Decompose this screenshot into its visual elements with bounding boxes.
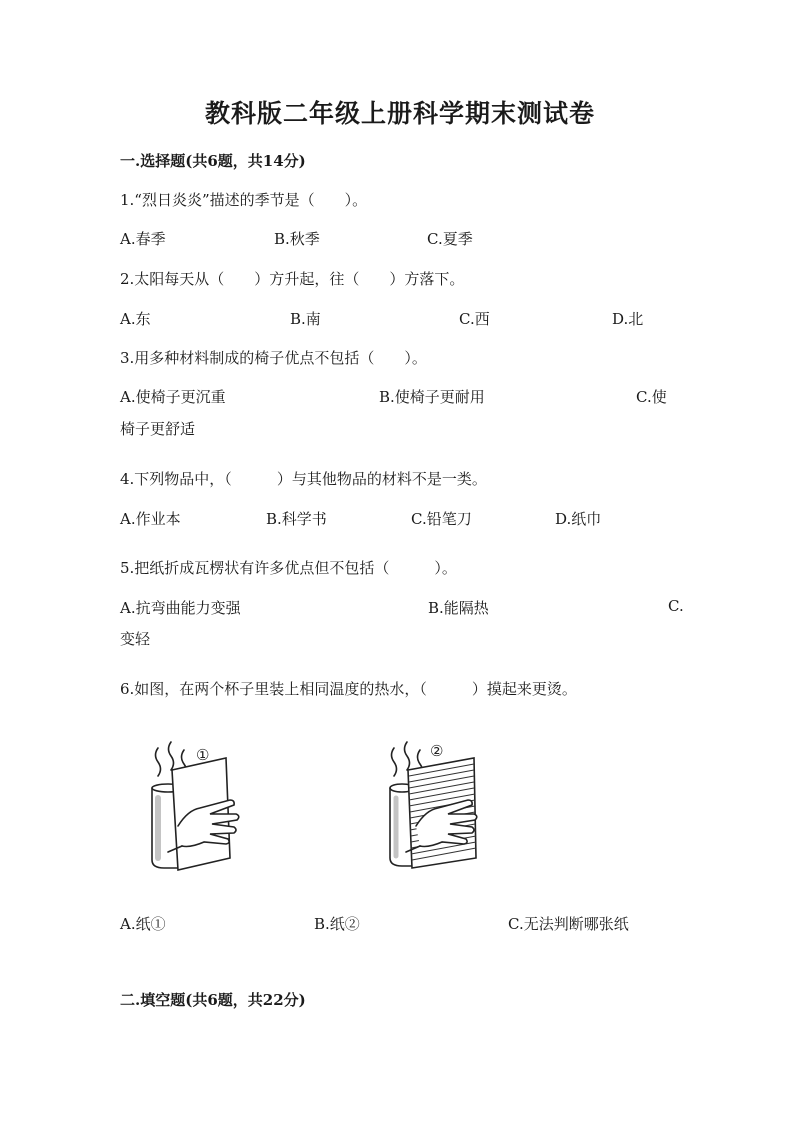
question-2-stem: 2.太阳每天从（ ）方升起，往（ ）方落下。 — [120, 270, 465, 288]
question-6-option-c: C.无法判断哪张纸 — [508, 915, 629, 933]
question-6-option-a: A.纸① — [120, 915, 166, 933]
question-2-option-b: B.南 — [290, 310, 321, 328]
question-2-option-d: D.北 — [612, 310, 644, 328]
question-5-option-b: B.能隔热 — [428, 599, 489, 617]
question-1-option-a: A.春季 — [120, 230, 166, 248]
question-3-option-a: A.使椅子更沉重 — [120, 388, 226, 406]
question-4-option-a: A.作业本 — [120, 510, 181, 528]
question-2-option-a: A.东 — [120, 310, 151, 328]
question-4-option-c: C.铅笔刀 — [411, 510, 472, 528]
question-1-stem: 1.“烈日炎炎”描述的季节是（ ）。 — [120, 191, 368, 209]
question-6-stem: 6.如图，在两个杯子里装上相同温度的热水，（ ）摸起来更烫。 — [120, 680, 577, 698]
figure-cup-corrugated-paper — [380, 730, 490, 880]
question-4-option-d: D.纸巾 — [555, 510, 602, 528]
figure-2-label: ② — [430, 742, 444, 760]
question-4-stem: 4.下列物品中，（ ）与其他物品的材料不是一类。 — [120, 470, 487, 488]
question-5-option-c-continued: 变轻 — [120, 630, 151, 648]
question-5-option-a: A.抗弯曲能力变强 — [120, 599, 241, 617]
question-1-option-c: C.夏季 — [427, 230, 473, 248]
figure-1-label: ① — [196, 746, 210, 764]
section-heading-choice: 一.选择题(共6题，共14分) — [120, 152, 306, 170]
figure-cup-flat-paper — [138, 730, 248, 880]
question-1-option-b: B.秋季 — [274, 230, 320, 248]
page-title: 教科版二年级上册科学期末测试卷 — [204, 99, 595, 128]
question-6-option-b: B.纸② — [314, 915, 360, 933]
question-4-option-b: B.科学书 — [266, 510, 327, 528]
section-heading-fill-in: 二.填空题(共6题，共22分) — [120, 991, 306, 1009]
question-3-option-c: C.使 — [636, 388, 667, 406]
question-5-option-c: C. — [668, 597, 684, 615]
question-5-stem: 5.把纸折成瓦楞状有许多优点但不包括（ ）。 — [120, 559, 457, 577]
question-3-option-b: B.使椅子更耐用 — [379, 388, 485, 406]
question-3-stem: 3.用多种材料制成的椅子优点不包括（ ）。 — [120, 349, 427, 367]
question-2-option-c: C.西 — [459, 310, 490, 328]
question-3-option-c-continued: 椅子更舒适 — [120, 420, 196, 438]
